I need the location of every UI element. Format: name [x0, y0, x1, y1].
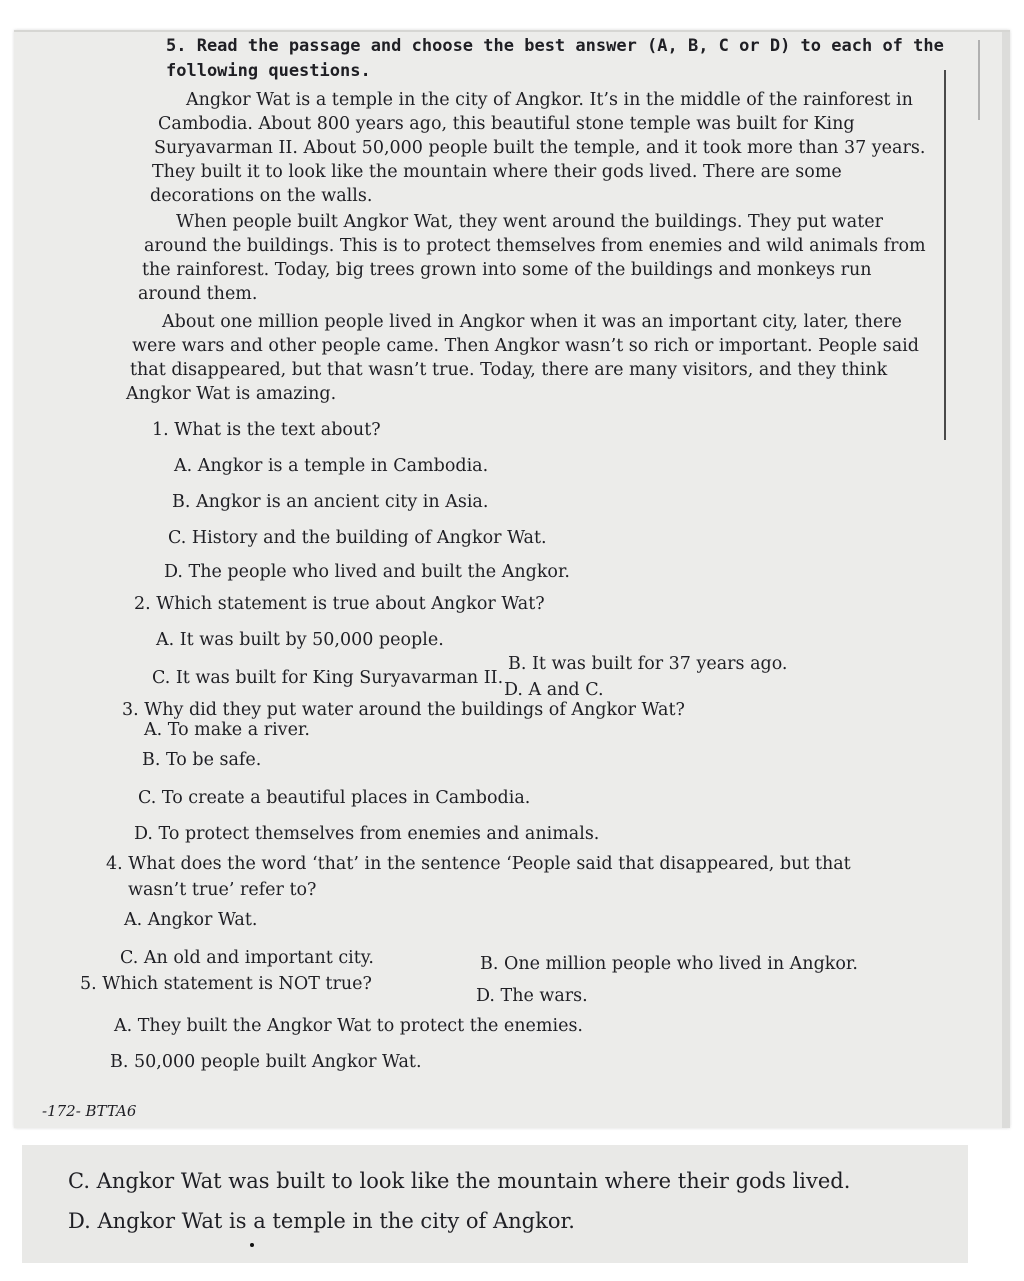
passage-line: About one million people lived in Angkor when it was an important city, later, there — [162, 312, 902, 332]
question-1-option-d: D. The people who lived and built the Angkor. — [164, 562, 570, 582]
passage-line: around them. — [138, 284, 258, 304]
question-1-option-b: B. Angkor is an ancient city in Asia. — [172, 492, 489, 512]
page-number: -172- BTTA6 — [42, 1102, 137, 1120]
question-5-option-c: C. Angkor Wat was built to look like the mountain where their gods lived. — [68, 1169, 851, 1193]
exercise-content — [14, 30, 1010, 1128]
question-3-stem: 3. Why did they put water around the buildings of Angkor Wat? — [122, 700, 685, 720]
question-3-option-d: D. To protect themselves from enemies and animals. — [134, 824, 600, 844]
passage-line: that disappeared, but that wasn’t true. Today, there are many visitors, and they think — [130, 360, 888, 380]
exercise-heading-cont: following questions. — [166, 61, 371, 81]
question-2-option-d: D. A and C. — [504, 680, 604, 700]
passage-line: the rainforest. Today, big trees grown into some of the buildings and monkeys run — [142, 260, 872, 280]
question-2-option-a: A. It was built by 50,000 people. — [156, 630, 444, 650]
question-2-option-b: B. It was built for 37 years ago. — [508, 654, 788, 674]
question-5-option-a: A. They built the Angkor Wat to protect the enemies. — [114, 1016, 583, 1036]
question-1-option-a: A. Angkor is a temple in Cambodia. — [174, 456, 489, 476]
passage-line: When people built Angkor Wat, they went around the buildings. They put water — [176, 212, 883, 232]
passage-line: Suryavarman II. About 50,000 people built the temple, and it took more than 37 years. — [154, 138, 926, 158]
passage-line: around the buildings. This is to protect themselves from enemies and wild animals from — [144, 236, 926, 256]
passage-line: Angkor Wat is amazing. — [126, 384, 337, 404]
question-4-option-d: D. The wars. — [476, 986, 588, 1006]
question-5-stem: 5. Which statement is NOT true? — [80, 974, 372, 994]
question-4-stem-cont: wasn’t true’ refer to? — [128, 880, 317, 900]
passage-line: decorations on the walls. — [150, 186, 373, 206]
question-3-option-b: B. To be safe. — [142, 750, 262, 770]
question-4-option-c: C. An old and important city. — [120, 948, 374, 968]
question-3-option-a: A. To make a river. — [144, 720, 310, 740]
question-5-option-b: B. 50,000 people built Angkor Wat. — [110, 1052, 422, 1072]
exercise-heading: 5. Read the passage and choose the best answer (A, B, C or D) to each of the — [166, 36, 944, 56]
question-4-option-a: A. Angkor Wat. — [124, 910, 258, 930]
question-3-option-c: C. To create a beautiful places in Cambodia. — [138, 788, 531, 808]
passage-line: Cambodia. About 800 years ago, this beautiful stone temple was built for King — [158, 114, 855, 134]
question-4-option-b: B. One million people who lived in Angkor. — [480, 954, 858, 974]
passage-line: They built it to look like the mountain where their gods lived. There are some — [152, 162, 842, 182]
question-2-option-c: C. It was built for King Suryavarman II. — [152, 668, 504, 688]
passage-line: Angkor Wat is a temple in the city of Angkor. It’s in the middle of the rainforest in — [186, 90, 913, 110]
question-1-stem: 1. What is the text about? — [152, 420, 381, 440]
question-1-option-c: C. History and the building of Angkor Wat. — [168, 528, 547, 548]
question-2-stem: 2. Which statement is true about Angkor Wat? — [134, 594, 545, 614]
question-4-stem: 4. What does the word ‘that’ in the sentence ‘People said that disappeared, but that — [106, 854, 851, 874]
ink-dot — [250, 1243, 254, 1247]
options-continuation-strip — [22, 1145, 968, 1263]
passage-line: were wars and other people came. Then Angkor wasn’t so rich or important. People said — [132, 336, 919, 356]
question-5-option-d: D. Angkor Wat is a temple in the city of Angkor. — [68, 1209, 575, 1233]
